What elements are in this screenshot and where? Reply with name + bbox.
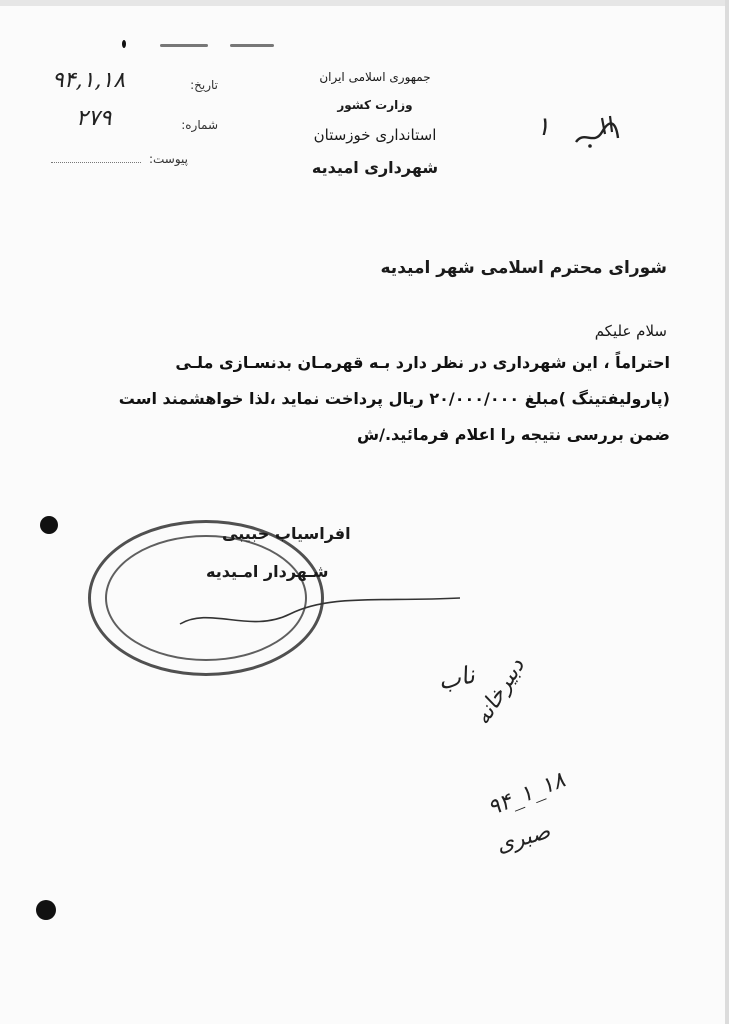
greeting: سلام علیکم: [594, 322, 667, 340]
header-ministry: وزارت کشور: [337, 98, 413, 112]
handwritten-note-1: ناب: [435, 660, 478, 696]
scan-edge-right: [725, 0, 729, 1024]
logo-calligraphy-icon: [572, 112, 622, 152]
punch-hole: [36, 900, 56, 920]
handwritten-note-3: ۹۴_۱_۱۸: [484, 767, 569, 822]
scan-dot: [122, 40, 126, 48]
top-right-mark: ۱: [536, 112, 550, 142]
header-republic: جمهوری اسلامی ایران: [319, 70, 431, 84]
date-label: تاریخ:: [190, 78, 218, 92]
handwritten-note-2: دبیرخانه: [470, 654, 530, 730]
date-value: ۹۴,۱,۱۸: [52, 68, 126, 93]
scan-mark: [230, 44, 274, 47]
letter-body-line-2: (پارولیفتینگ )مبلغ ۲۰/۰۰۰/۰۰۰ ریال پرداخت نماید ،لذا خواهشمند است: [118, 389, 670, 408]
signature-stroke-icon: [170, 580, 470, 640]
header-municipality: شهرداری امیدیه: [311, 158, 439, 177]
signature-name: افراسیاب حبیبی: [222, 524, 351, 543]
meta-attachment: [48, 152, 188, 166]
number-label: شماره:: [181, 118, 218, 132]
letter-body-line-3: ضمن بررسی نتیجه را اعلام فرمائید./ش: [357, 425, 670, 444]
scan-mark: [160, 44, 208, 47]
signature-title: شـهردار امـیدیه: [206, 562, 329, 581]
attachment-label: پیوست:: [148, 152, 188, 166]
handwritten-note-4: صبری: [493, 818, 554, 859]
recipient: شورای محترم اسلامی شهر امیدیه: [380, 258, 667, 278]
number-value: ۲۷۹: [76, 106, 112, 131]
header-province: استانداری خوزستان: [313, 126, 437, 144]
meta-number: [48, 118, 218, 132]
punch-hole: [40, 516, 58, 534]
letter-body-line-1: احتراماً ، این شهرداری در نظر دارد بـه قهرمـان بدنسـازی ملـی: [175, 353, 670, 372]
scan-edge-top: [0, 0, 729, 6]
attachment-dots: [51, 161, 141, 163]
